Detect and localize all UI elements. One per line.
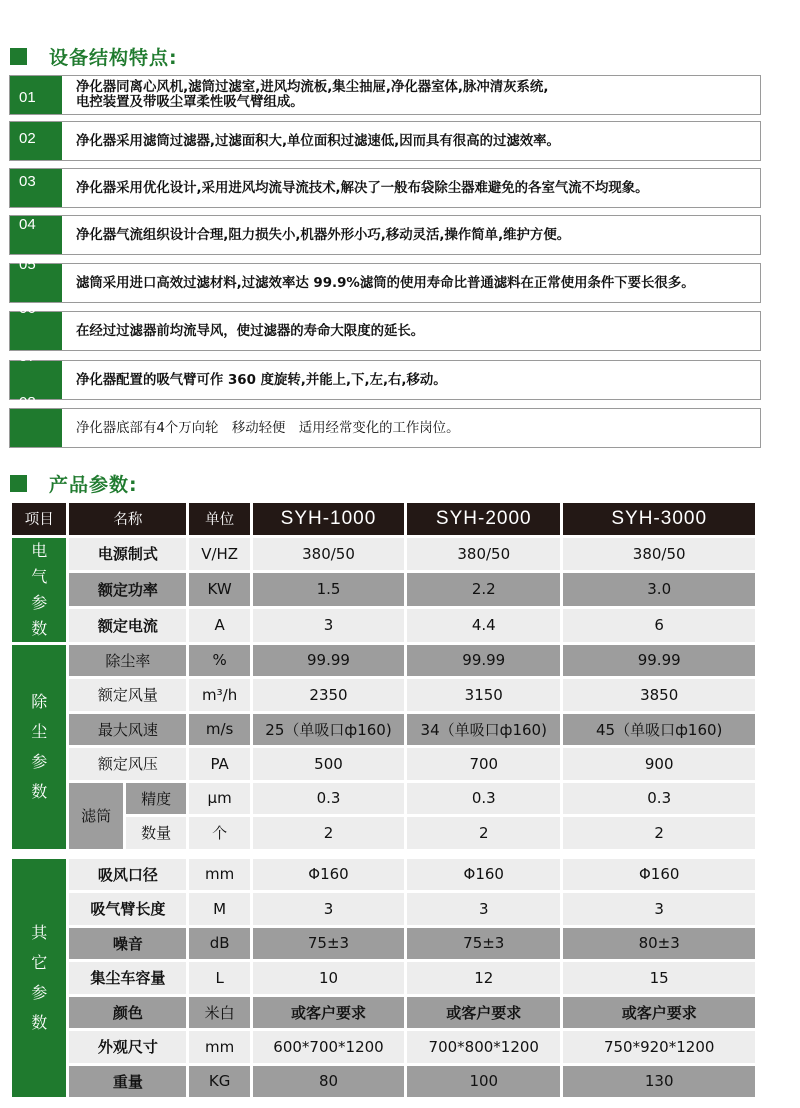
feature-text: 净化器采用优化设计,采用进风均流导流技术,解决了一般布袋除尘器难避免的各室气流不均现象。: [76, 180, 649, 196]
row-value: 700*800*1200: [407, 1031, 560, 1063]
feature-text: 电控装置及带吸尘罩柔性吸气臂组成。: [76, 95, 304, 110]
feature-number: 02: [19, 130, 36, 147]
row-unit: L: [189, 962, 250, 994]
row-value: Φ160: [253, 859, 404, 891]
feature-item-08: [9, 394, 761, 448]
row-value: 130: [563, 1066, 755, 1098]
row-value: 或客户要求: [563, 997, 755, 1029]
row-unit: mm: [189, 1031, 250, 1063]
row-value: 2: [253, 817, 404, 849]
row-value: Φ160: [407, 859, 560, 891]
table-row: [12, 679, 755, 711]
row-name: 额定功率: [69, 573, 186, 606]
table-gap: [12, 852, 755, 856]
table-row: [12, 573, 755, 606]
section-title-params: [0, 470, 138, 497]
header-item: 项目: [12, 503, 66, 535]
row-value: 6: [563, 609, 755, 642]
header-model-2: SYH-2000: [407, 503, 560, 535]
feature-number: 03: [19, 173, 36, 190]
row-value: 700: [407, 748, 560, 780]
parameter-table: [9, 500, 758, 1100]
table-row: [12, 997, 755, 1029]
row-unit: m³/h: [189, 679, 250, 711]
row-name: 额定电流: [69, 609, 186, 642]
feature-item-06: [9, 300, 761, 351]
header-model-3: SYH-3000: [563, 503, 755, 535]
row-unit: KG: [189, 1066, 250, 1098]
row-value: 100: [407, 1066, 560, 1098]
row-value: 750*920*1200: [563, 1031, 755, 1063]
row-name: 吸风口径: [69, 859, 186, 891]
feature-item-04: [9, 215, 761, 255]
feature-text: 滤筒采用进口高效过滤材料,过滤效率达 99.9%滤筒的使用寿命比普通滤料在正常使用条件下要长很多。: [76, 275, 695, 291]
row-value: 45（单吸口ф160): [563, 714, 755, 746]
row-value: 99.99: [563, 645, 755, 677]
feature-number: 07: [19, 348, 36, 365]
row-unit: dB: [189, 928, 250, 960]
feature-text: 在经过过滤器前均流导风，使过滤器的寿命大限度的延长。: [76, 323, 425, 339]
feature-item-03: [9, 168, 761, 208]
row-value: 75±3: [253, 928, 404, 960]
row-value: 75±3: [407, 928, 560, 960]
row-name: 外观尺寸: [69, 1031, 186, 1063]
row-name: 除尘率: [69, 645, 186, 677]
row-value: 900: [563, 748, 755, 780]
table-row: [12, 714, 755, 746]
row-name: 最大风速: [69, 714, 186, 746]
table-row: [12, 538, 755, 571]
group-label-electric: 电气参数: [12, 538, 66, 642]
row-value: 或客户要求: [407, 997, 560, 1029]
row-name: 额定风压: [69, 748, 186, 780]
row-value: 380/50: [563, 538, 755, 571]
row-value: 80±3: [563, 928, 755, 960]
row-value: 或客户要求: [253, 997, 404, 1029]
row-name: 精度: [126, 783, 187, 815]
section-title-text: 设备结构特点:: [49, 47, 178, 69]
row-value: 10: [253, 962, 404, 994]
filter-group-label: 滤筒: [69, 783, 122, 849]
table-row: [12, 748, 755, 780]
table-row: [12, 817, 755, 849]
row-value: 3850: [563, 679, 755, 711]
header-model-1: SYH-1000: [253, 503, 404, 535]
feature-text: 净化器气流组织设计合理,阻力损失小,机器外形小巧,移动灵活,操作简单,维护方便。: [76, 227, 571, 243]
row-value: 0.3: [407, 783, 560, 815]
feature-item-01: [9, 75, 761, 115]
header-unit: 单位: [189, 503, 250, 535]
row-unit: 米白: [189, 997, 250, 1029]
row-unit: m/s: [189, 714, 250, 746]
row-value: 15: [563, 962, 755, 994]
table-row: [12, 962, 755, 994]
row-unit: KW: [189, 573, 250, 606]
table-row: [12, 1066, 755, 1098]
feature-number: 04: [19, 216, 36, 233]
section-title-features: [0, 43, 178, 70]
row-value: 3: [563, 893, 755, 925]
row-value: 1.5: [253, 573, 404, 606]
row-value: 12: [407, 962, 560, 994]
row-value: 3.0: [563, 573, 755, 606]
row-value: 2350: [253, 679, 404, 711]
section-marker-icon: [10, 48, 27, 65]
feature-number: 05: [19, 256, 36, 273]
row-unit: μm: [189, 783, 250, 815]
row-name: 额定风量: [69, 679, 186, 711]
table-row: [12, 928, 755, 960]
row-name: 重量: [69, 1066, 186, 1098]
row-value: Φ160: [563, 859, 755, 891]
row-value: 0.3: [563, 783, 755, 815]
row-value: 2.2: [407, 573, 560, 606]
row-unit: 个: [189, 817, 250, 849]
row-unit: mm: [189, 859, 250, 891]
feature-text: 净化器底部有4个万向轮 移动轻便 适用经常变化的工作岗位。: [76, 420, 460, 436]
feature-item-02: [9, 121, 761, 161]
group-label-other: 其它参数: [12, 859, 66, 1098]
table-row: [12, 609, 755, 642]
row-name: 颜色: [69, 997, 186, 1029]
feature-text: 净化器同离心风机,滤筒过滤室,进风均流板,集尘抽屉,净化器室体,脉冲清灰系统,: [76, 80, 549, 95]
row-value: 25（单吸口ф160): [253, 714, 404, 746]
table-row: [12, 859, 755, 891]
row-unit: PA: [189, 748, 250, 780]
row-value: 2: [407, 817, 560, 849]
feature-item-05: [9, 256, 761, 303]
row-value: 600*700*1200: [253, 1031, 404, 1063]
row-value: 3150: [407, 679, 560, 711]
row-value: 4.4: [407, 609, 560, 642]
row-unit: M: [189, 893, 250, 925]
feature-text: 净化器采用滤筒过滤器,过滤面积大,单位面积过滤速低,因而具有很高的过滤效率。: [76, 133, 560, 149]
row-value: 3: [253, 893, 404, 925]
feature-item-07: [9, 348, 761, 400]
row-name: 集尘车容量: [69, 962, 186, 994]
row-unit: A: [189, 609, 250, 642]
row-name: 电源制式: [69, 538, 186, 571]
row-name: 数量: [126, 817, 187, 849]
row-value: 2: [563, 817, 755, 849]
row-value: 99.99: [407, 645, 560, 677]
feature-text: 净化器配置的吸气臂可作 360 度旋转,并能上,下,左,右,移动。: [76, 372, 447, 388]
table-row: [12, 1031, 755, 1063]
row-name: 噪音: [69, 928, 186, 960]
section-marker-icon: [10, 475, 27, 492]
table-row: [12, 783, 755, 815]
feature-number: 06: [19, 300, 36, 317]
table-row: [12, 893, 755, 925]
group-label-dust: 除尘参数: [12, 645, 66, 849]
row-unit: %: [189, 645, 250, 677]
row-value: 380/50: [407, 538, 560, 571]
row-value: 380/50: [253, 538, 404, 571]
row-value: 3: [407, 893, 560, 925]
row-name: 吸气臂长度: [69, 893, 186, 925]
row-value: 99.99: [253, 645, 404, 677]
row-value: 80: [253, 1066, 404, 1098]
row-value: 0.3: [253, 783, 404, 815]
feature-number: 08: [19, 394, 36, 411]
row-value: 500: [253, 748, 404, 780]
row-value: 3: [253, 609, 404, 642]
table-row: [12, 645, 755, 677]
section-title-text: 产品参数:: [49, 474, 138, 496]
row-unit: V/HZ: [189, 538, 250, 571]
header-name: 名称: [69, 503, 186, 535]
feature-number: 01: [19, 89, 36, 106]
table-header-row: [12, 503, 755, 535]
row-value: 34（单吸口ф160): [407, 714, 560, 746]
